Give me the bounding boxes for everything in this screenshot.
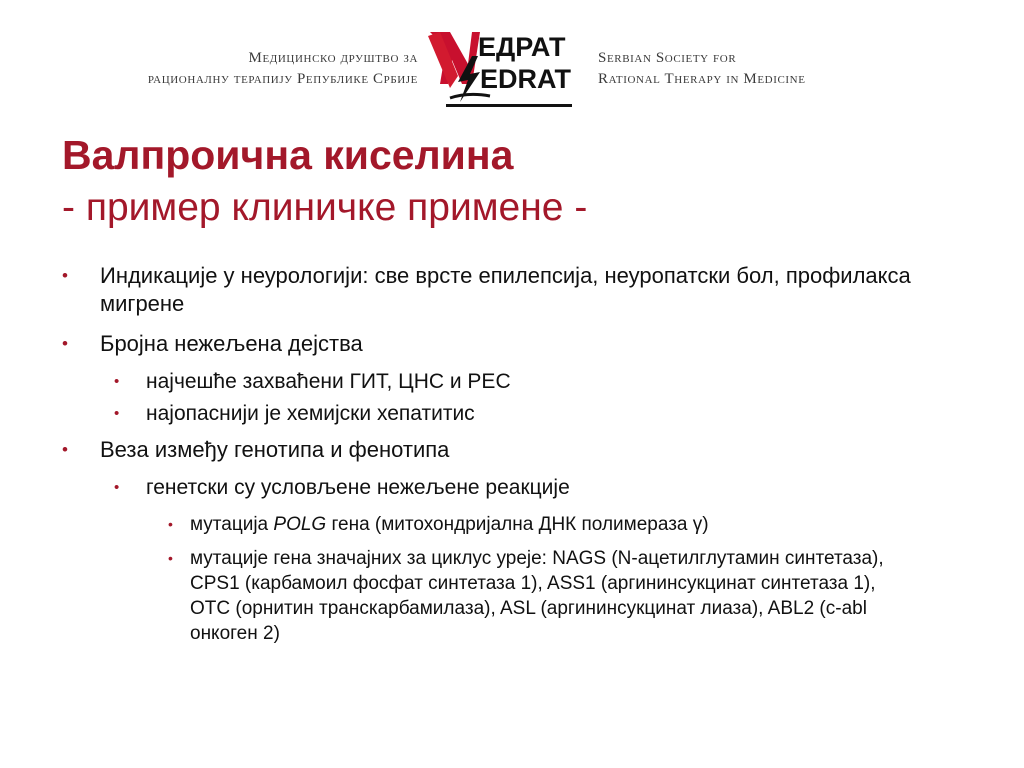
medrat-logo-icon: [428, 26, 576, 110]
bullet-icon: •: [168, 550, 173, 566]
bullet-icon: •: [62, 266, 68, 285]
bullet-icon: •: [62, 334, 68, 353]
org-name-serbian-line2: рационалну терапију Републике Србије: [147, 71, 418, 87]
polg-suffix: гена (митохондријална ДНК полимераза γ): [326, 514, 709, 535]
bullet-text-polg: [190, 512, 910, 537]
polg-gene-name: POLG: [273, 514, 327, 535]
header: [0, 0, 1024, 120]
logo-text-bottom: EDRAT: [480, 64, 571, 94]
org-name-english: [598, 48, 806, 90]
medrat-logo: [428, 26, 576, 110]
org-name-serbian: [148, 48, 418, 90]
slide-title-line2: - пример клиничке примене -: [62, 186, 588, 229]
bullet-text-hepatitis: најопаснији је хемијски хепатитис: [146, 402, 475, 425]
bullet-icon: •: [62, 440, 68, 459]
bullet-text-genotype-phenotype: Веза између генотипа и фенотипа: [100, 437, 450, 462]
org-name-english-line1: Serbian Society for: [598, 50, 737, 66]
bullet-text-adverse-effects: Бројна нежељена дејства: [100, 331, 363, 356]
slide-title-line1: Валпроична киселина: [62, 132, 514, 178]
bullet-icon: •: [114, 373, 120, 390]
polg-prefix: мутација: [190, 514, 274, 535]
bullet-icon: •: [168, 516, 173, 532]
bullet-text-urea-cycle: мутације гена значајних за циклус урeје: NAGS (N-ацетилглутамин синтетаза), CPS1 (карбамоил фосфат синтетаза 1), ASS1 (аргининсукцинат синтетаза 1), OTC (орнитин транскарбамилаза), ASL (аргининсукцинат лиаза), ABL2 (c-abl онкоген 2): [190, 548, 884, 644]
bullet-text-affected-systems: најчешће захваћени ГИТ, ЦНС и РЕС: [146, 370, 511, 393]
slide-title: [62, 128, 587, 234]
org-name-serbian-line1: Медицинско друштво за: [248, 50, 418, 66]
logo-text-top: ЕДРАТ: [478, 32, 566, 62]
bullet-icon: •: [114, 479, 120, 496]
org-name-english-line2: Rational Therapy in Medicine: [598, 71, 806, 87]
bullet-text-genetic-reactions: генетски су условљене нежељене реакције: [146, 476, 570, 499]
bullet-text-indications: Индикације у неурологији: све врсте епилепсија, неуропатски бол, профилакса мигрене: [100, 263, 911, 316]
bullet-icon: •: [114, 405, 120, 422]
